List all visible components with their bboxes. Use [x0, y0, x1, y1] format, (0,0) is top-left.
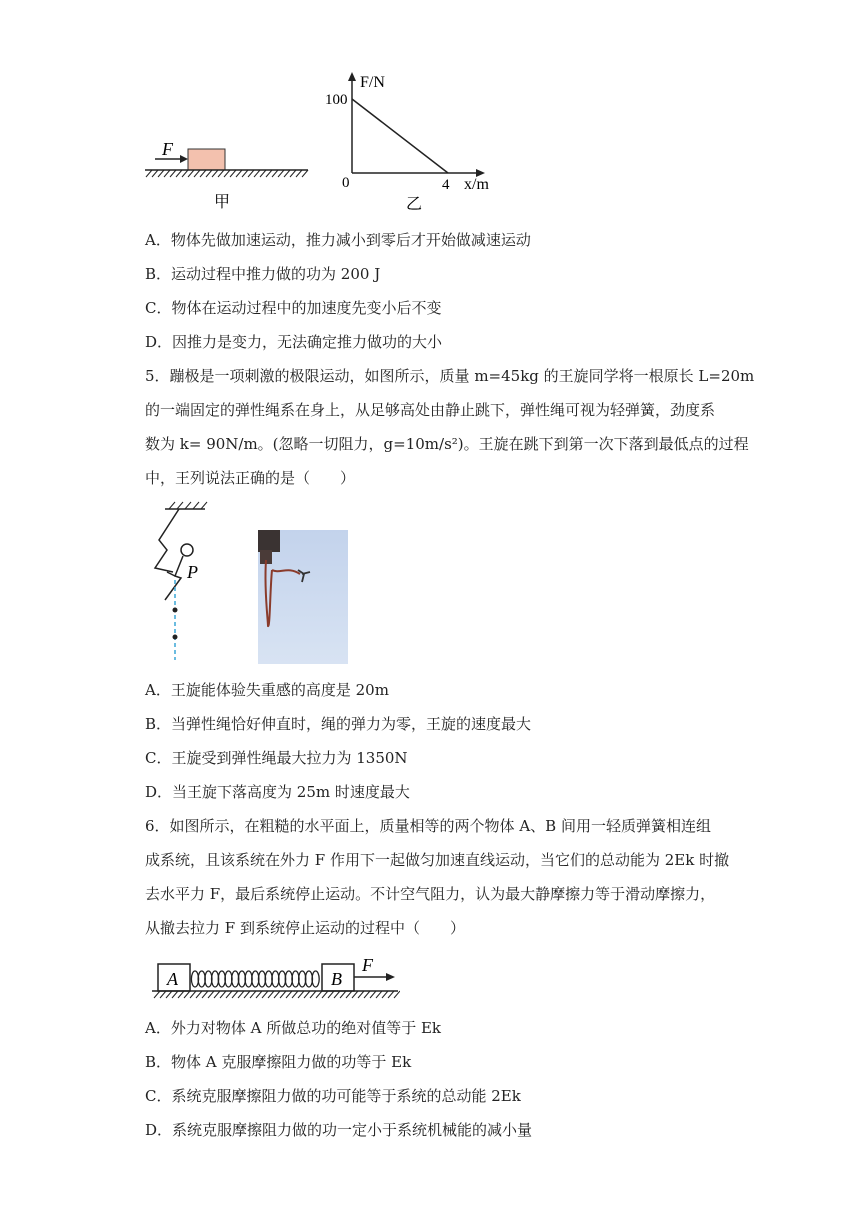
point-p-label: P: [187, 562, 198, 582]
q6-stem-line-3: 去水平力 F，最后系统停止运动。不计空气阻力，认为最大静摩擦力等于滑动摩擦力，: [145, 885, 716, 903]
x-axis-label: x/m: [464, 176, 489, 193]
q5-stem-line-2: 的一端固定的弹性绳系在身上，从足够高处由静止跳下，弹性绳可视为轻弹簧，劲度系: [145, 401, 716, 419]
force-label-jia: F: [162, 139, 173, 159]
q5-stem-line-4: 中，王列说法正确的是（ ）: [145, 469, 356, 487]
figure-jia: [140, 135, 315, 215]
q5-stem-line-3: 数为 k= 90N/m。(忽略一切阻力，g=10m/s²)。王旋在跳下到第一次下落到最低点的过程: [145, 435, 749, 453]
block-jia: [188, 149, 225, 170]
bungee-cord: [155, 509, 179, 572]
q6-stem-line-4: 从撤去拉力 F 到系统停止运动的过程中（ ）: [145, 919, 465, 937]
q4-option-b: B．运动过程中推力做的功为 200 J: [145, 265, 381, 283]
caption-yi: 乙: [406, 196, 423, 213]
origin-label: 0: [342, 175, 350, 191]
y-tick-label: 100: [325, 92, 348, 108]
q4-option-a: A．物体先做加速运动，推力减小到零后才开始做减速运动: [145, 231, 531, 249]
q5-stem-line-1: 5．蹦极是一项刺激的极限运动，如图所示，质量 m=45kg 的王旋同学将一根原长 L=20m: [145, 367, 755, 385]
q5-option-a: A．王旋能体验失重感的高度是 20m: [145, 681, 389, 699]
block-a-label: A: [167, 969, 178, 989]
block-b-label: B: [331, 969, 342, 989]
q6-option-c: C．系统克服摩擦阻力做的功可能等于系统的总动能 2Ek: [145, 1087, 521, 1105]
x-tick-label: 4: [442, 177, 450, 193]
figure-bungee-sketch: [145, 500, 215, 665]
q6-stem-line-2: 成系统，且该系统在外力 F 作用下一起做匀加速直线运动，当它们的总动能为 2Ek 时撤: [145, 851, 730, 869]
q6-stem-line-1: 6．如图所示，在粗糙的水平面上，质量相等的两个物体 A、B 间用一轻质弹簧相连组: [145, 817, 711, 835]
jumper-head: [181, 544, 193, 556]
figure-bungee-photo: [258, 530, 348, 664]
force-line: [352, 99, 448, 173]
jumper-body: [165, 556, 183, 600]
spring: [191, 971, 319, 987]
y-axis-label: F/N: [360, 74, 385, 91]
figure-yi: [320, 70, 505, 215]
q5-option-c: C．王旋受到弹性绳最大拉力为 1350N: [145, 749, 408, 767]
caption-jia: 甲: [214, 194, 231, 211]
q5-option-d: D．当王旋下落高度为 25m 时速度最大: [145, 783, 410, 801]
force-label-f: F: [362, 955, 373, 975]
q6-option-b: B．物体 A 克服摩擦阻力做的功等于 Ek: [145, 1053, 412, 1071]
figure-spring-blocks: [150, 950, 400, 1000]
q6-option-d: D．系统克服摩擦阻力做的功一定小于系统机械能的减小量: [145, 1121, 533, 1139]
q4-option-c: C．物体在运动过程中的加速度先变小后不变: [145, 299, 442, 317]
q4-option-d: D．因推力是变力，无法确定推力做功的大小: [145, 333, 443, 351]
q5-option-b: B．当弹性绳恰好伸直时，绳的弹力为零，王旋的速度最大: [145, 715, 532, 733]
q6-option-a: A．外力对物体 A 所做总功的绝对值等于 Ek: [145, 1019, 442, 1037]
